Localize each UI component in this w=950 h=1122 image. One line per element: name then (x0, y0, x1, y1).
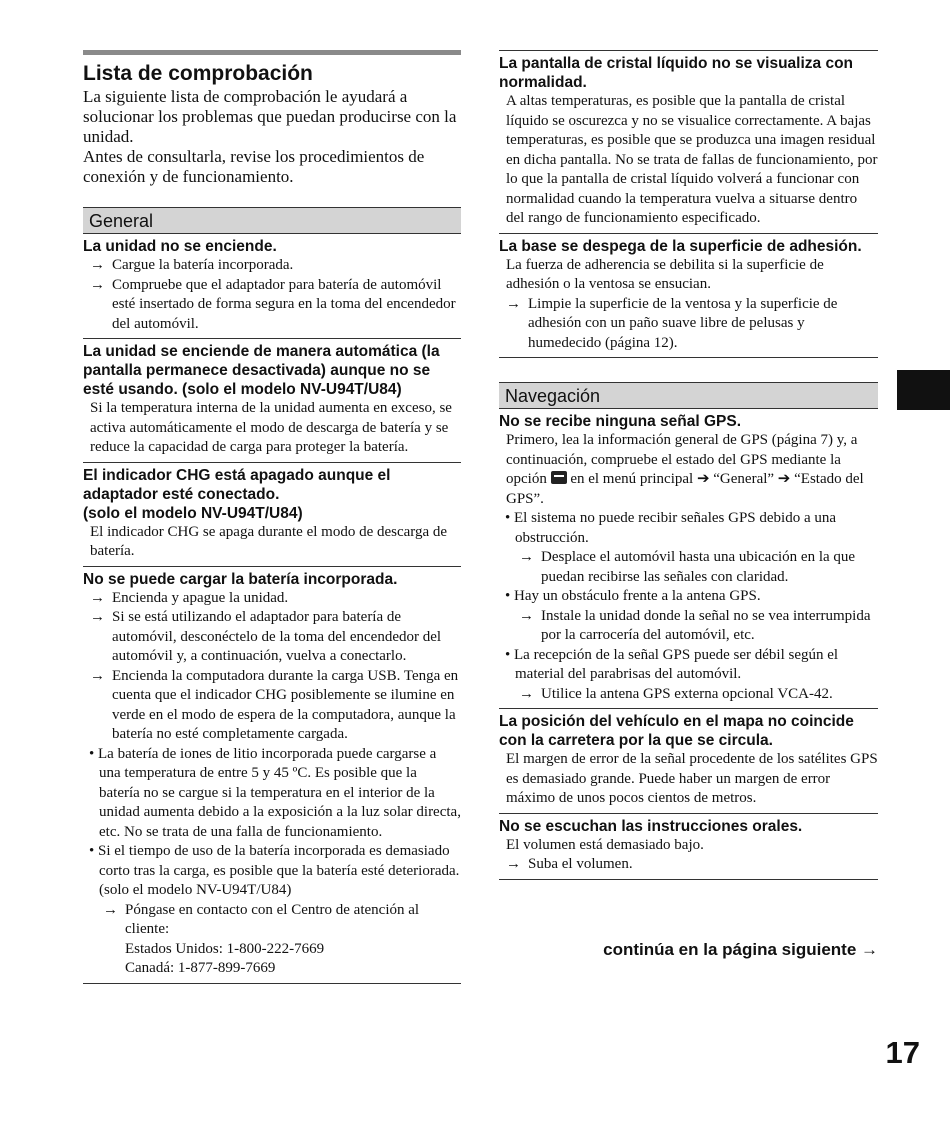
issue-title: No se escuchan las instrucciones orales. (499, 817, 803, 835)
issue-title: La posición del vehículo en el mapa no coincide con la carretera por la que se circula. (499, 713, 854, 749)
solution-item: → Encienda y apague la unidad. (83, 589, 461, 609)
issue-title: La base se despega de la superficie de adhesión. (499, 237, 862, 255)
bullet-icon: • (505, 510, 511, 526)
arrow-icon: → (506, 295, 521, 312)
bullet-item: • La batería de iones de litio incorporada puede cargarse a una temperatura de entre 5 y 45 ºC. Es posible que la batería no se cargue si la temperatura en el interior de la unidad aumenta debido a la exposición a la luz solar directa, etc. No se trata de una falla de funcionamiento. (89, 745, 461, 840)
solution-item: → Desplace el automóvil hasta una ubicación en la que puedan recibirse las señales con claridad. (519, 549, 856, 585)
issue-description: El indicador CHG se apaga durante el modo de descarga de batería. (90, 523, 448, 559)
issue-map-position (499, 709, 878, 814)
right-column (499, 50, 878, 880)
left-column (83, 50, 461, 984)
title-rule (83, 50, 461, 55)
page-title: Lista de comprobación (83, 62, 313, 85)
issue-description: El volumen está demasiado bajo. (506, 836, 704, 853)
issue-battery-charge (83, 567, 461, 984)
issue-description: A altas temperaturas, es posible que la pantalla de cristal líquido se oscurezca y no se visualice correctamente. A bajas temperaturas, es posible que se produzca una imagen residual en dicha pantalla. No se trata de fallas de funcionamiento, por lo que la pantalla de cristal líquido volverá a funcionar con normalidad cuando la temperatura vuelva a situarse dentro del rango de funcionamiento especificado. (506, 93, 878, 226)
issue-mount-detach (499, 234, 878, 359)
solution-item: → Utilice la antena GPS externa opcional VCA-42. (499, 685, 878, 705)
solution-item: → Póngase en contacto con el Centro de atención al cliente: (103, 901, 420, 937)
solution-item: → Instale la unidad donde la señal no se vea interrumpida por la carrocería del automóvil, etc. (519, 607, 871, 643)
arrow-icon: → (90, 257, 105, 273)
issue-no-power (83, 234, 461, 339)
issue-title: La pantalla de cristal líquido no se visualiza con normalidad. (499, 55, 854, 91)
arrow-icon: → (103, 901, 118, 918)
issue-title: El indicador CHG está apagado aunque el adaptador esté conectado. (83, 466, 391, 503)
bullet-icon: • (505, 646, 511, 663)
continue-note: continúa en la página siguiente → (603, 940, 878, 959)
issue-chg-indicator (83, 463, 461, 567)
issue-title: No se recibe ninguna señal GPS. (499, 413, 742, 430)
phone-canada: Canadá: 1-877-899-7669 (125, 960, 276, 976)
bullet-icon: • (89, 843, 95, 859)
solution-item: → Si se está utilizando el adaptador para batería de automóvil, desconéctelo de la toma del encendedor del automóvil y, a continuación, vuelva a conectarlo. (90, 609, 442, 664)
issue-title: La unidad no se enciende. (83, 238, 277, 255)
bullet-item: • Si el tiempo de uso de la batería incorporada es demasiado corto tras la carga, es posible que la batería esté deteriorada. (89, 843, 460, 879)
arrow-icon: → (90, 276, 105, 293)
arrow-icon: → (90, 609, 105, 625)
arrow-icon: → (519, 685, 534, 702)
solution-item: → Compruebe que el adaptador para batería de automóvil esté insertado de forma segura en la toma del encendedor del automóvil. (90, 276, 456, 332)
issue-description: La fuerza de adherencia se debilita si la superficie de adhesión o la ventosa se ensucian. (506, 256, 824, 292)
arrow-icon: → (90, 667, 105, 684)
bullet-item: • La recepción de la señal GPS puede ser débil según el material del parabrisas del automóvil. (505, 646, 839, 682)
issue-model-note: (solo el modelo NV-U94T/U84) (83, 504, 303, 522)
phone-us: Estados Unidos: 1-800-222-7669 (125, 940, 325, 957)
solution-item: → Encienda la computadora durante la carga USB. Tenga en cuenta que el indicador CHG posiblemente se ilumine en verde en el modo de espera de la computadora, aunque la batería no esté completamente cargada. (90, 667, 459, 742)
arrow-icon: → (90, 589, 105, 606)
model-note: (solo el modelo NV-U94T/U84) (99, 882, 292, 898)
arrow-icon: → (519, 607, 534, 624)
section-heading-navigation: Navegación (499, 382, 878, 409)
arrow-icon: → (519, 549, 534, 565)
bullet-item: • Hay un obstáculo frente a la antena GPS. (505, 588, 761, 604)
intro-paragraph-1: La siguiente lista de comprobación le ayudará a solucionar los problemas que puedan producirse con la unidad. (83, 87, 457, 146)
solution-item: → Suba el volumen. (499, 855, 878, 875)
bullet-icon: • (89, 745, 95, 762)
bullet-icon: • (505, 588, 511, 604)
issue-title: La unidad se enciende de manera automática (la pantalla permanece desactivada) aunque no se esté usando. (solo el modelo NV-U94T/U84) (83, 343, 440, 398)
issue-no-gps (499, 409, 878, 709)
issue-lcd-display (499, 51, 878, 234)
section-heading-general: General (83, 207, 461, 234)
intro-paragraph-2: Antes de consultarla, revise los procedimientos de conexión y de funcionamiento. (83, 147, 425, 186)
issue-voice-guidance (499, 814, 878, 880)
toolbox-icon (551, 471, 567, 484)
issue-auto-power (83, 339, 461, 463)
issue-description: Primero, lea la información general de GPS (página 7) y, a continuación, compruebe el estado del GPS mediante la opción en el menú principal ➔ “General” ➔ “Estado del GPS”. (506, 432, 864, 507)
page-number: 17 (885, 1035, 920, 1070)
solution-item: → Limpie la superficie de la ventosa y la superficie de adhesión con un paño suave libre de pelusas y humedecido (página 12). (506, 295, 838, 351)
solution-item: → Cargue la batería incorporada. (83, 256, 461, 276)
arrow-icon: → (506, 856, 521, 872)
section-tab-marker (897, 370, 950, 410)
issue-description: Si la temperatura interna de la unidad aumenta en exceso, se activa automáticamente el modo de descarga de batería y se reduce la capacidad de carga para proteger la batería. (90, 400, 452, 455)
issue-title: No se puede cargar la batería incorporada. (83, 570, 398, 588)
bullet-item: • El sistema no puede recibir señales GPS debido a una obstrucción. (505, 510, 837, 546)
issue-description: El margen de error de la señal procedente de los satélites GPS es demasiado grande. Puede haber un margen de error máximo de unos pocos cientos de metros. (506, 751, 878, 806)
